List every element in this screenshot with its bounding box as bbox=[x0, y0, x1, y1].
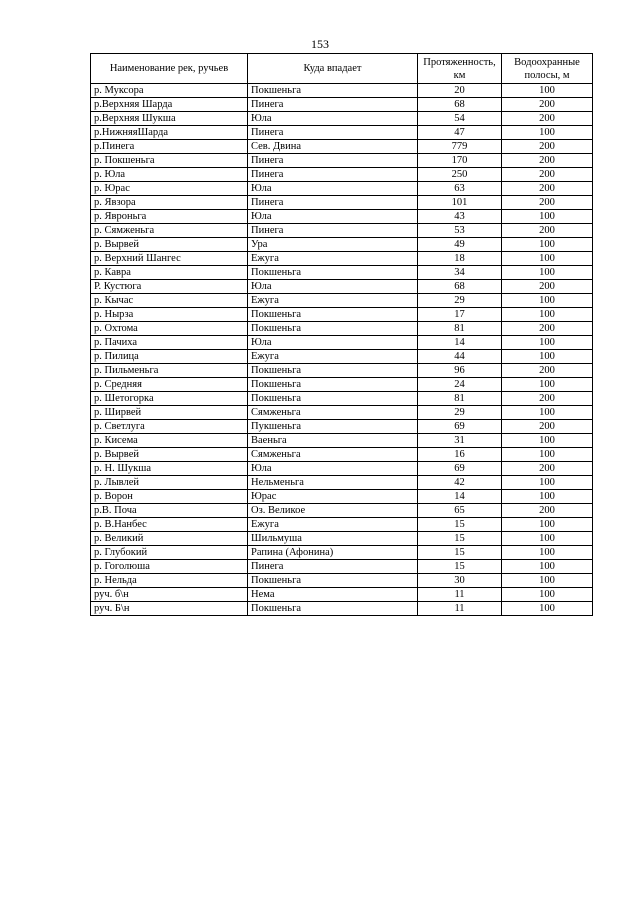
length-cell: 65 bbox=[418, 504, 502, 518]
buffer-cell: 100 bbox=[502, 434, 593, 448]
length-cell: 63 bbox=[418, 182, 502, 196]
river-name-cell: р. В.Нанбес bbox=[91, 518, 248, 532]
buffer-cell: 100 bbox=[502, 546, 593, 560]
buffer-cell: 100 bbox=[502, 476, 593, 490]
length-cell: 20 bbox=[418, 84, 502, 98]
flows-into-cell: Юла bbox=[248, 182, 418, 196]
length-cell: 29 bbox=[418, 406, 502, 420]
flows-into-cell: Юрас bbox=[248, 490, 418, 504]
length-cell: 30 bbox=[418, 574, 502, 588]
table-row bbox=[91, 98, 593, 112]
buffer-cell: 200 bbox=[502, 168, 593, 182]
length-cell: 15 bbox=[418, 518, 502, 532]
length-cell: 49 bbox=[418, 238, 502, 252]
buffer-cell: 100 bbox=[502, 350, 593, 364]
length-cell: 68 bbox=[418, 280, 502, 294]
table-row bbox=[91, 112, 593, 126]
flows-into-cell: Покшеньга bbox=[248, 378, 418, 392]
buffer-cell: 100 bbox=[502, 210, 593, 224]
table-row bbox=[91, 322, 593, 336]
table-row bbox=[91, 518, 593, 532]
table-row bbox=[91, 182, 593, 196]
length-cell: 14 bbox=[418, 490, 502, 504]
buffer-cell: 200 bbox=[502, 280, 593, 294]
buffer-cell: 100 bbox=[502, 448, 593, 462]
river-name-cell: р. Кавра bbox=[91, 266, 248, 280]
table-row bbox=[91, 252, 593, 266]
river-name-cell: р. Ворон bbox=[91, 490, 248, 504]
table-row bbox=[91, 504, 593, 518]
length-cell: 18 bbox=[418, 252, 502, 266]
river-name-cell: р.В. Поча bbox=[91, 504, 248, 518]
flows-into-cell: Покшеньга bbox=[248, 364, 418, 378]
flows-into-cell: Ежуга bbox=[248, 350, 418, 364]
flows-into-cell: Покшеньга bbox=[248, 574, 418, 588]
buffer-cell: 100 bbox=[502, 336, 593, 350]
flows-into-cell: Сев. Двина bbox=[248, 140, 418, 154]
flows-into-cell: Покшеньга bbox=[248, 266, 418, 280]
buffer-cell: 100 bbox=[502, 490, 593, 504]
river-name-cell: р. Юла bbox=[91, 168, 248, 182]
flows-into-cell: Пинега bbox=[248, 168, 418, 182]
river-name-cell: р. Пилица bbox=[91, 350, 248, 364]
river-name-cell: р. Кисема bbox=[91, 434, 248, 448]
buffer-cell: 200 bbox=[502, 154, 593, 168]
table-row bbox=[91, 560, 593, 574]
buffer-cell: 100 bbox=[502, 252, 593, 266]
buffer-cell: 100 bbox=[502, 266, 593, 280]
table-row bbox=[91, 392, 593, 406]
river-name-cell: р. Покшеньга bbox=[91, 154, 248, 168]
river-name-cell: р. Гоголюша bbox=[91, 560, 248, 574]
river-name-cell: р. Нырза bbox=[91, 308, 248, 322]
buffer-cell: 200 bbox=[502, 462, 593, 476]
river-name-cell: р. Юрас bbox=[91, 182, 248, 196]
buffer-cell: 100 bbox=[502, 84, 593, 98]
river-name-cell: р.Верхняя Шукша bbox=[91, 112, 248, 126]
length-cell: 43 bbox=[418, 210, 502, 224]
length-cell: 34 bbox=[418, 266, 502, 280]
buffer-cell: 200 bbox=[502, 392, 593, 406]
flows-into-cell: Сямженьга bbox=[248, 406, 418, 420]
table-row bbox=[91, 378, 593, 392]
flows-into-cell: Юла bbox=[248, 112, 418, 126]
river-name-cell: р. Верхний Шангес bbox=[91, 252, 248, 266]
table-row bbox=[91, 84, 593, 98]
river-name-cell: руч. б\н bbox=[91, 588, 248, 602]
river-name-cell: р. Охтома bbox=[91, 322, 248, 336]
length-cell: 69 bbox=[418, 420, 502, 434]
table-row bbox=[91, 588, 593, 602]
river-name-cell: р. Явроньга bbox=[91, 210, 248, 224]
river-name-cell: р.Пинега bbox=[91, 140, 248, 154]
flows-into-cell: Покшеньга bbox=[248, 322, 418, 336]
flows-into-cell: Юла bbox=[248, 210, 418, 224]
table-row bbox=[91, 154, 593, 168]
length-cell: 29 bbox=[418, 294, 502, 308]
flows-into-cell: Пинега bbox=[248, 126, 418, 140]
river-name-cell: руч. Б\н bbox=[91, 602, 248, 616]
table-row bbox=[91, 168, 593, 182]
length-cell: 44 bbox=[418, 350, 502, 364]
river-name-cell: р.НижняяШарда bbox=[91, 126, 248, 140]
river-name-cell: р. Средняя bbox=[91, 378, 248, 392]
table-row bbox=[91, 448, 593, 462]
rivers-table bbox=[90, 53, 593, 616]
length-cell: 16 bbox=[418, 448, 502, 462]
table-row bbox=[91, 434, 593, 448]
flows-into-cell: Покшеньга bbox=[248, 602, 418, 616]
table-row bbox=[91, 266, 593, 280]
flows-into-cell: Ежуга bbox=[248, 252, 418, 266]
length-cell: 11 bbox=[418, 602, 502, 616]
length-cell: 101 bbox=[418, 196, 502, 210]
flows-into-cell: Нема bbox=[248, 588, 418, 602]
header-buffer: Водоохранные полосы, м bbox=[502, 54, 593, 84]
buffer-cell: 200 bbox=[502, 196, 593, 210]
river-name-cell: р. Вырвей bbox=[91, 448, 248, 462]
flows-into-cell: Пинега bbox=[248, 154, 418, 168]
buffer-cell: 100 bbox=[502, 574, 593, 588]
length-cell: 54 bbox=[418, 112, 502, 126]
buffer-cell: 100 bbox=[502, 294, 593, 308]
flows-into-cell: Покшеньга bbox=[248, 392, 418, 406]
table-row bbox=[91, 546, 593, 560]
table-header-row bbox=[91, 54, 593, 84]
river-name-cell: р. Кычас bbox=[91, 294, 248, 308]
length-cell: 47 bbox=[418, 126, 502, 140]
flows-into-cell: Пукшеньга bbox=[248, 420, 418, 434]
table-row bbox=[91, 224, 593, 238]
flows-into-cell: Ура bbox=[248, 238, 418, 252]
buffer-cell: 200 bbox=[502, 224, 593, 238]
table-row bbox=[91, 574, 593, 588]
header-length: Протяженность, км bbox=[418, 54, 502, 84]
river-name-cell: р. Глубокий bbox=[91, 546, 248, 560]
table-row bbox=[91, 280, 593, 294]
flows-into-cell: Рапина (Афонина) bbox=[248, 546, 418, 560]
buffer-cell: 100 bbox=[502, 378, 593, 392]
table-row bbox=[91, 126, 593, 140]
flows-into-cell: Ежуга bbox=[248, 294, 418, 308]
buffer-cell: 100 bbox=[502, 560, 593, 574]
length-cell: 53 bbox=[418, 224, 502, 238]
flows-into-cell: Юла bbox=[248, 336, 418, 350]
river-name-cell: Р. Кустюга bbox=[91, 280, 248, 294]
header-name: Наименование рек, ручьев bbox=[91, 54, 248, 84]
table-row bbox=[91, 210, 593, 224]
length-cell: 15 bbox=[418, 532, 502, 546]
buffer-cell: 100 bbox=[502, 238, 593, 252]
river-name-cell: р. Шетогорка bbox=[91, 392, 248, 406]
table-row bbox=[91, 602, 593, 616]
flows-into-cell: Покшеньга bbox=[248, 84, 418, 98]
table-row bbox=[91, 364, 593, 378]
length-cell: 14 bbox=[418, 336, 502, 350]
river-name-cell: р. Ширвей bbox=[91, 406, 248, 420]
river-name-cell: р. Светлуга bbox=[91, 420, 248, 434]
river-name-cell: р. Н. Шукша bbox=[91, 462, 248, 476]
buffer-cell: 100 bbox=[502, 602, 593, 616]
length-cell: 250 bbox=[418, 168, 502, 182]
flows-into-cell: Ваеньга bbox=[248, 434, 418, 448]
river-name-cell: р. Явзора bbox=[91, 196, 248, 210]
length-cell: 17 bbox=[418, 308, 502, 322]
river-name-cell: р. Сямженьга bbox=[91, 224, 248, 238]
flows-into-cell: Нельменьга bbox=[248, 476, 418, 490]
river-name-cell: р. Пачиха bbox=[91, 336, 248, 350]
buffer-cell: 100 bbox=[502, 406, 593, 420]
buffer-cell: 200 bbox=[502, 182, 593, 196]
length-cell: 170 bbox=[418, 154, 502, 168]
table-row bbox=[91, 490, 593, 504]
length-cell: 11 bbox=[418, 588, 502, 602]
length-cell: 69 bbox=[418, 462, 502, 476]
length-cell: 81 bbox=[418, 392, 502, 406]
flows-into-cell: Юла bbox=[248, 280, 418, 294]
river-name-cell: р. Лывлей bbox=[91, 476, 248, 490]
buffer-cell: 200 bbox=[502, 140, 593, 154]
flows-into-cell: Сямженьга bbox=[248, 448, 418, 462]
table-row bbox=[91, 420, 593, 434]
header-flows-into: Куда впадает bbox=[248, 54, 418, 84]
table-row bbox=[91, 238, 593, 252]
page-number: 153 bbox=[311, 37, 329, 51]
flows-into-cell: Юла bbox=[248, 462, 418, 476]
flows-into-cell: Пинега bbox=[248, 560, 418, 574]
flows-into-cell: Оз. Великое bbox=[248, 504, 418, 518]
buffer-cell: 200 bbox=[502, 504, 593, 518]
flows-into-cell: Пинега bbox=[248, 196, 418, 210]
flows-into-cell: Ежуга bbox=[248, 518, 418, 532]
buffer-cell: 100 bbox=[502, 126, 593, 140]
table-row bbox=[91, 294, 593, 308]
table-row bbox=[91, 350, 593, 364]
table-row bbox=[91, 308, 593, 322]
river-name-cell: р. Вырвей bbox=[91, 238, 248, 252]
table-row bbox=[91, 336, 593, 350]
length-cell: 24 bbox=[418, 378, 502, 392]
buffer-cell: 100 bbox=[502, 308, 593, 322]
flows-into-cell: Пинега bbox=[248, 224, 418, 238]
buffer-cell: 100 bbox=[502, 518, 593, 532]
table-row bbox=[91, 196, 593, 210]
length-cell: 81 bbox=[418, 322, 502, 336]
river-name-cell: р. Муксора bbox=[91, 84, 248, 98]
buffer-cell: 200 bbox=[502, 112, 593, 126]
flows-into-cell: Шильмуша bbox=[248, 532, 418, 546]
length-cell: 779 bbox=[418, 140, 502, 154]
length-cell: 96 bbox=[418, 364, 502, 378]
length-cell: 68 bbox=[418, 98, 502, 112]
table-row bbox=[91, 406, 593, 420]
river-name-cell: р. Пильменьга bbox=[91, 364, 248, 378]
buffer-cell: 200 bbox=[502, 322, 593, 336]
buffer-cell: 100 bbox=[502, 588, 593, 602]
length-cell: 31 bbox=[418, 434, 502, 448]
buffer-cell: 200 bbox=[502, 364, 593, 378]
length-cell: 15 bbox=[418, 560, 502, 574]
length-cell: 15 bbox=[418, 546, 502, 560]
flows-into-cell: Покшеньга bbox=[248, 308, 418, 322]
buffer-cell: 100 bbox=[502, 532, 593, 546]
buffer-cell: 200 bbox=[502, 420, 593, 434]
flows-into-cell: Пинега bbox=[248, 98, 418, 112]
table-row bbox=[91, 462, 593, 476]
table-row bbox=[91, 476, 593, 490]
buffer-cell: 200 bbox=[502, 98, 593, 112]
table-row bbox=[91, 140, 593, 154]
river-name-cell: р. Нельда bbox=[91, 574, 248, 588]
river-name-cell: р. Великий bbox=[91, 532, 248, 546]
table-row bbox=[91, 532, 593, 546]
length-cell: 42 bbox=[418, 476, 502, 490]
river-name-cell: р.Верхняя Шарда bbox=[91, 98, 248, 112]
